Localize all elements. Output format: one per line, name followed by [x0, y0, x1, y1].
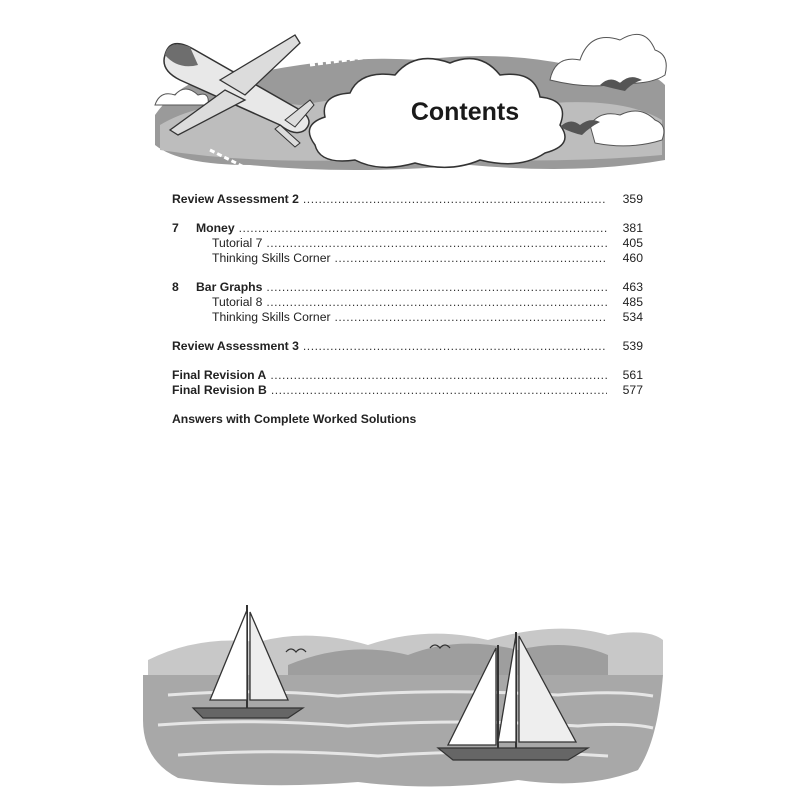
- contrail: [300, 37, 400, 55]
- toc-page: 534: [622, 310, 643, 324]
- toc-page: 405: [622, 236, 643, 250]
- toc-page: 577: [622, 383, 643, 397]
- toc-page: 485: [622, 295, 643, 309]
- toc-label: Tutorial 7: [212, 236, 263, 250]
- toc-entry-tutorial-8[interactable]: [172, 295, 643, 310]
- toc-label: Thinking Skills Corner: [212, 251, 331, 265]
- table-of-contents: [172, 192, 643, 427]
- page-title: Contents: [410, 98, 520, 126]
- toc-label: Thinking Skills Corner: [212, 310, 331, 324]
- toc-leader: [266, 295, 607, 310]
- toc-label: Tutorial 8: [212, 295, 263, 309]
- toc-entry-review-assessment-3[interactable]: [172, 339, 643, 354]
- toc-page: 539: [622, 339, 643, 353]
- toc-page: 381: [622, 221, 643, 235]
- toc-leader: [303, 192, 607, 207]
- toc-entry-final-revision-b[interactable]: [172, 383, 643, 398]
- toc-entry-answers[interactable]: Answers with Complete Worked Solutions: [172, 412, 417, 426]
- toc-entry-thinking-skills-7[interactable]: [172, 251, 643, 266]
- toc-label: Final Revision B: [172, 383, 267, 397]
- toc-entry-tutorial-7[interactable]: [172, 236, 643, 251]
- toc-label: Review Assessment 3: [172, 339, 299, 353]
- toc-leader: [271, 383, 607, 398]
- chapter-number: 7: [172, 221, 179, 235]
- toc-page: 463: [622, 280, 643, 294]
- toc-leader: [266, 236, 607, 251]
- toc-leader: [266, 280, 607, 295]
- cloud: [550, 34, 666, 86]
- toc-label: Review Assessment 2: [172, 192, 299, 206]
- toc-label: Bar Graphs: [196, 280, 263, 294]
- chapter-number: 8: [172, 280, 179, 294]
- toc-leader: [239, 221, 607, 236]
- toc-page: 359: [622, 192, 643, 206]
- toc-entry-chapter-7[interactable]: [172, 221, 643, 236]
- sailboats-sea-illustration: [138, 600, 668, 790]
- toc-leader: [335, 310, 607, 325]
- toc-leader: [335, 251, 607, 266]
- toc-page: 561: [622, 368, 643, 382]
- toc-entry-thinking-skills-8[interactable]: [172, 310, 643, 325]
- toc-entry-review-assessment-2[interactable]: [172, 192, 643, 207]
- toc-leader: [303, 339, 607, 354]
- toc-entry-final-revision-a[interactable]: [172, 368, 643, 383]
- toc-label: Final Revision A: [172, 368, 267, 382]
- toc-label: Money: [196, 221, 235, 235]
- toc-page: 460: [622, 251, 643, 265]
- toc-entry-chapter-8[interactable]: [172, 280, 643, 295]
- toc-leader: [270, 368, 607, 383]
